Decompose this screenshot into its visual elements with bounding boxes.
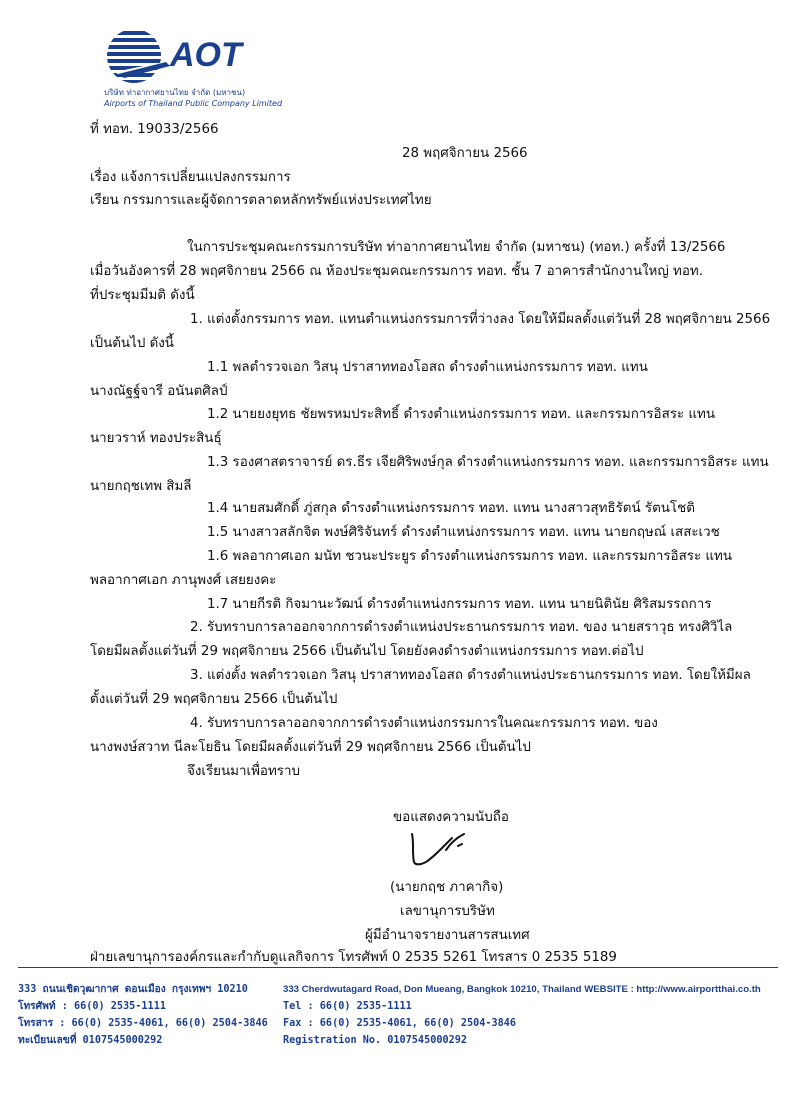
aot-logo-text: AOT (170, 36, 242, 74)
letter-subject: เรื่อง แจ้งการเปลี่ยนแปลงกรรมการ (90, 170, 291, 185)
body-line: เมื่อวันอังคารที่ 28 พฤศจิกายน 2566 ณ ห้องประชุมคณะกรรมการ ทอท. ชั้น 7 อาคารสำนักงานใหญ่ ทอท. (90, 264, 703, 279)
footer-divider (18, 967, 778, 968)
company-name-th: บริษัท ท่าอากาศยานไทย จำกัด (มหาชน) (104, 88, 246, 97)
body-line: เป็นต้นไป ดังนี้ (90, 336, 174, 351)
footer-registration-en: Registration No. 0107545000292 (283, 1035, 468, 1046)
footer-fax-th: โทรสาร : 66(0) 2535-4061, 66(0) 2504-3846 (18, 1018, 268, 1029)
body-line: พลอากาศเอก ภานุพงศ์ เสยยงคะ (90, 573, 277, 588)
sub-item: 1.5 นางสาวสลักจิต พงษ์ศิริจันทร์ ดำรงตำแหน่งกรรมการ ทอท. แทน นายกฤษณ์ เสสะเวช (207, 525, 720, 540)
sub-item: 1.7 นายกีรติ กิจมานะวัฒน์ ดำรงตำแหน่งกรรมการ ทอท. แทน นายนิตินัย ศิริสมรรถการ (207, 597, 712, 612)
body-line: ที่ประชุมมีมติ ดังนี้ (90, 288, 195, 303)
body-line: นายวราห์ ทองประสินธุ์ (90, 431, 222, 446)
closing-salutation: ขอแสดงความนับถือ (393, 810, 509, 825)
resolution-item: 1. แต่งตั้งกรรมการ ทอท. แทนตำแหน่งกรรมการที่ว่างลง โดยให้มีผลตั้งแต่วันที่ 28 พฤศจิกายน 2566 (190, 312, 771, 327)
footer-registration-th: ทะเบียนเลขที่ 0107545000292 (18, 1035, 163, 1046)
resolution-item: 4. รับทราบการลาออกจากการดำรงตำแหน่งกรรมการในคณะกรรมการ ทอท. ของ (190, 716, 658, 731)
sub-item: 1.1 พลตำรวจเอก วิสนุ ปราสาททองโอสถ ดำรงตำแหน่งกรรมการ ทอท. แทน (207, 360, 648, 375)
footer-fax-en: Fax : 66(0) 2535-4061, 66(0) 2504-3846 (283, 1018, 517, 1029)
reference-number: ที่ ทอท. 19033/2566 (90, 122, 219, 137)
closing-sentence: จึงเรียนมาเพื่อทราบ (187, 764, 300, 779)
body-line: โดยมีผลตั้งแต่วันที่ 29 พฤศจิกายน 2566 เป็นต้นไป โดยยังคงดำรงตำแหน่งกรรมการ ทอท.ต่อไป (90, 644, 644, 659)
sub-item: 1.4 นายสมศักดิ์ ภู่สกุล ดำรงตำแหน่งกรรมการ ทอท. แทน นางสาวสุทธิรัตน์ รัตนโชติ (207, 501, 695, 516)
handwritten-signature (406, 828, 476, 870)
letter-recipient: เรียน กรรมการและผู้จัดการตลาดหลักทรัพย์แห่งประเทศไทย (90, 193, 432, 208)
letter-date: 28 พฤศจิกายน 2566 (402, 146, 528, 161)
body-line: นายกฤชเทพ สิมลี (90, 479, 192, 494)
signer-authority: ผู้มีอำนาจรายงานสารสนเทศ (365, 928, 530, 943)
footer-tel-en: Tel : 66(0) 2535-1111 (283, 1001, 412, 1012)
resolution-item: 3. แต่งตั้ง พลตำรวจเอก วิสนุ ปราสาททองโอสถ ดำรงตำแหน่งประธานกรรมการ ทอท. โดยให้มีผล (190, 668, 751, 683)
sub-item: 1.6 พลอากาศเอก มนัท ชวนะประยูร ดำรงตำแหน่งกรรมการ ทอท. และกรรมการอิสระ แทน (207, 549, 733, 564)
department-contact: ฝ่ายเลขานุการองค์กรและกำกับดูแลกิจการ โทรศัพท์ 0 2535 5261 โทรสาร 0 2535 5189 (90, 950, 617, 965)
company-name-en: Airports of Thailand Public Company Limited (104, 99, 283, 108)
body-line: ตั้งแต่วันที่ 29 พฤศจิกายน 2566 เป็นต้นไป (90, 692, 338, 707)
aot-logo (104, 28, 283, 110)
footer-address-th: 333 ถนนเชิดวุฒากาศ ดอนเมือง กรุงเทพฯ 10210 (18, 984, 248, 995)
body-line: ในการประชุมคณะกรรมการบริษัท ท่าอากาศยานไทย จำกัด (มหาชน) (ทอท.) ครั้งที่ 13/2566 (187, 240, 726, 255)
aot-logo-emblem (104, 28, 254, 88)
footer-tel-th: โทรศัพท์ : 66(0) 2535-1111 (18, 1001, 166, 1012)
resolution-item: 2. รับทราบการลาออกจากการดำรงตำแหน่งประธานกรรมการ ทอท. ของ นายสราวุธ ทรงศิวิไล (190, 620, 733, 635)
body-line: นางณัฐฐ์จารี อนันตศิลป์ (90, 384, 228, 399)
body-line: นางพงษ์สวาท นีละโยธิน โดยมีผลตั้งแต่วันที่ 29 พฤศจิกายน 2566 เป็นต้นไป (90, 740, 531, 755)
sub-item: 1.2 นายยงยุทธ ชัยพรหมประสิทธิ์ ดำรงตำแหน่งกรรมการ ทอท. และกรรมการอิสระ แทน (207, 407, 716, 422)
footer-address-en: 333 Cherdwutagard Road, Don Mueang, Bangkok 10210, Thailand WEBSITE : http://www.airportthai.co.th (283, 984, 761, 995)
sub-item: 1.3 รองศาสตราจารย์ ดร.ธีร เจียศิริพงษ์กุล ดำรงตำแหน่งกรรมการ ทอท. และกรรมการอิสระ แทน (207, 455, 769, 470)
signer-name: (นายกฤช ภาคากิจ) (390, 880, 504, 895)
signer-title: เลขานุการบริษัท (400, 904, 495, 919)
